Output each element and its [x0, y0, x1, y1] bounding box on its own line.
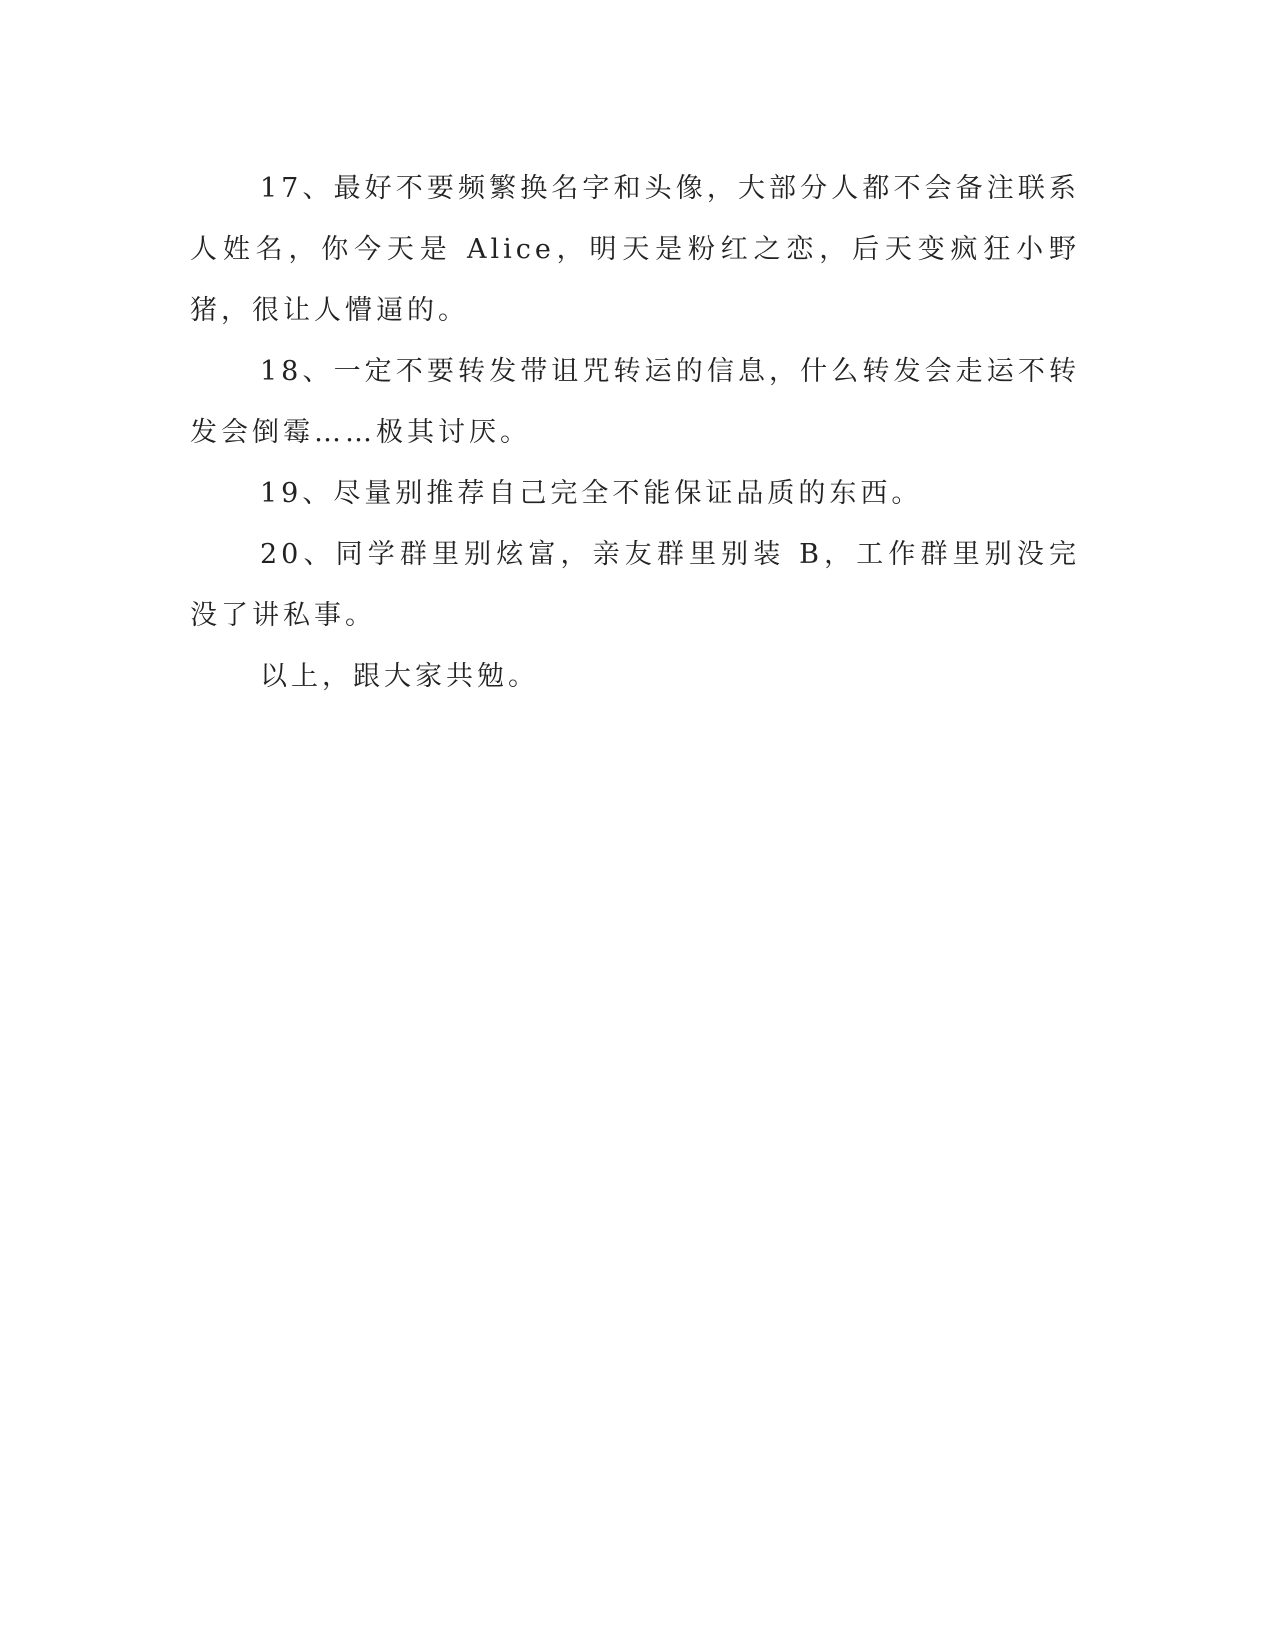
paragraph-item-20: 20、同学群里别炫富，亲友群里别装 B，工作群里别没完没了讲私事。 — [190, 539, 1080, 631]
document-body — [190, 158, 1080, 707]
paragraph-item-18: 18、一定不要转发带诅咒转运的信息，什么转发会走运不转发会倒霉……极其讨厌。 — [190, 356, 1080, 448]
paragraph-item-19: 19、尽量别推荐自己完全不能保证品质的东西。 — [260, 478, 923, 509]
closing-paragraph: 以上，跟大家共勉。 — [260, 661, 539, 692]
paragraph-item-17: 17、最好不要频繁换名字和头像，大部分人都不会备注联系人姓名，你今天是 Alice，明天是粉红之恋，后天变疯狂小野猪，很让人懵逼的。 — [190, 173, 1080, 326]
